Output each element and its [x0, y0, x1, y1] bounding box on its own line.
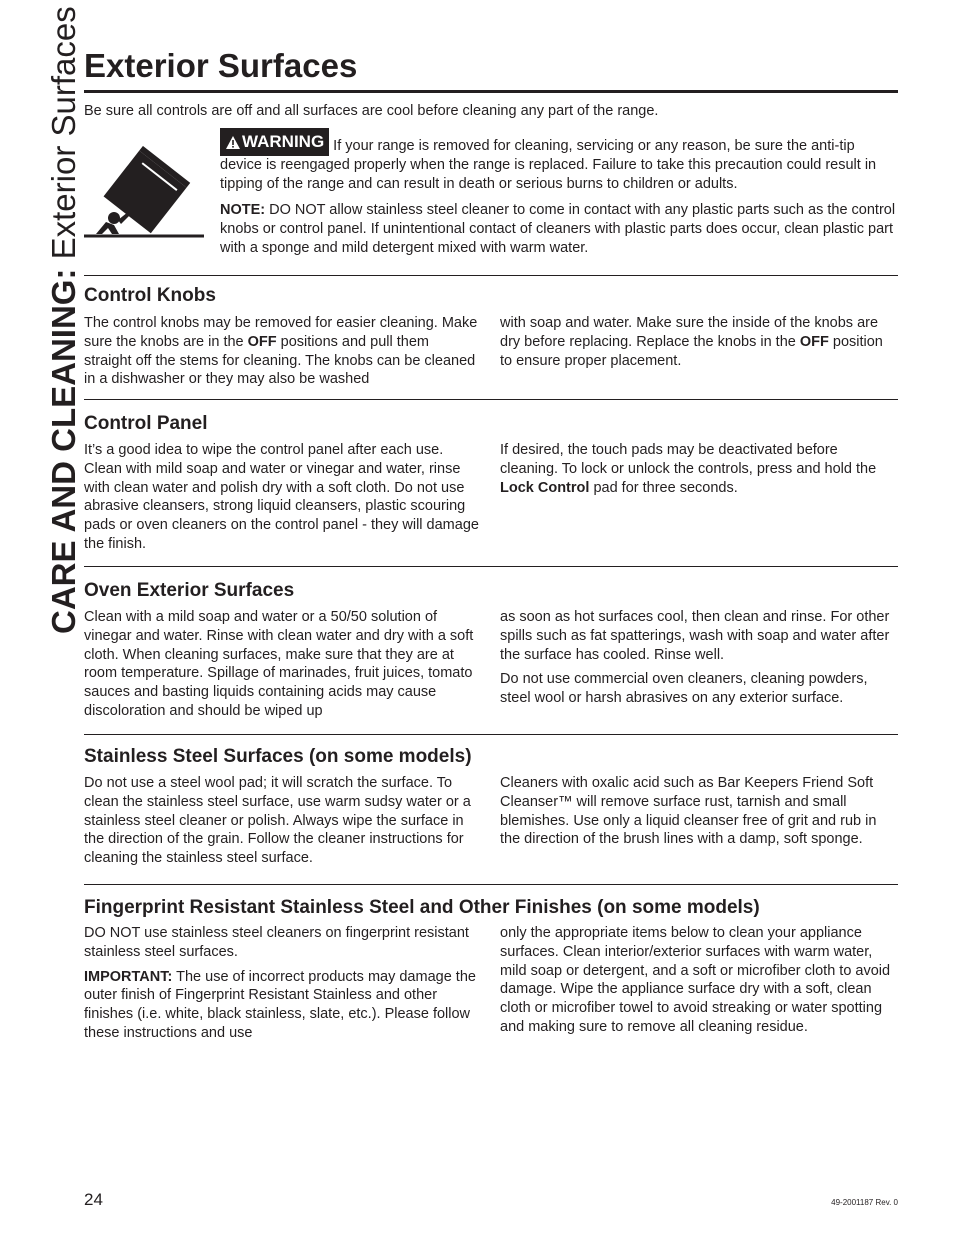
section-divider — [84, 734, 898, 735]
section-heading: Control Knobs — [84, 285, 216, 306]
section-right-column: Cleaners with oxalic acid such as Bar Keepers Friend Soft Cleanser™ will remove surface rust, tarnish and small blemishes. Use only a liquid cleanser free of grit and rub in the direction of the brush lines with a damp, soft sponge. — [500, 775, 877, 848]
section-left-column: Do not use a steel wool pad; it will scratch the surface. To clean the stainless steel surface, use warm sudsy water or a stainless steel cleaner or polish. Always wipe the surface in the direction of the grain. Follow the cleaner instructions for cleaning the stainless steel surface. — [84, 775, 471, 867]
section-stainless-steel — [84, 745, 898, 867]
section-right-column: as soon as hot surfaces cool, then clean and rinse. For other spills such as fat spatterings, wash with soap and water after the surface has cooled. Rinse well. Do not use commercial oven cleaners, cleaning powders, steel wool or harsh abrasives on any exterior surface. — [500, 609, 890, 707]
side-tab-label: CARE AND CLEANING: Exterior Surfaces — [45, 6, 82, 634]
section-divider — [84, 275, 898, 276]
section-right-column: with soap and water. Make sure the inside of the knobs are dry before replacing. Replace the knobs in the OFF position to ensure proper placement. — [500, 315, 883, 369]
section-right-column: If desired, the touch pads may be deactivated before cleaning. To lock or unlock the controls, press and hold the Lock Control pad for three seconds. — [500, 442, 877, 496]
section-right-column: only the appropriate items below to clean your appliance surfaces. Clean interior/exterior surfaces with warm water, mild soap or detergent, and a soft or microfiber cloth to avoid damage. Wipe the appliance surface dry with a soft, clean cloth or microfiber towel to avoid streaking or water spotting and making sure to remove all cleaning residue. — [500, 925, 891, 1035]
page-title: Exterior Surfaces — [84, 47, 358, 84]
section-divider — [84, 884, 898, 885]
section-left-column: It’s a good idea to wipe the control panel after each use. Clean with mild soap and water or vinegar and water, rinse with clean water and polish dry with a soft cloth. Do not use abrasive cleansers, strong liquid cleansers, plastic scouring pads or oven cleaners on the control panel - they will damage the finish. — [84, 442, 479, 552]
section-heading: Fingerprint Resistant Stainless Steel and Other Finishes (on some models) — [84, 897, 760, 918]
section-control-knobs — [84, 284, 898, 388]
section-control-panel — [84, 412, 898, 552]
page-number: 24 — [84, 1190, 103, 1209]
section-heading: Control Panel — [84, 413, 208, 434]
section-oven-exterior — [84, 579, 898, 719]
section-left-column: The control knobs may be removed for easier cleaning. Make sure the knobs are in the OFF positions and pull them straight off the stems for cleaning. The knobs can be cleaned in a dishwasher or they may also be washed — [84, 315, 478, 388]
title-divider — [84, 90, 898, 93]
section-divider — [84, 399, 898, 400]
section-left-column: Clean with a mild soap and water or a 50/50 solution of vinegar and water. Rinse with clean water and dry with a soft cloth. When cleaning surfaces, make sure that they are at room temperature. Spillage of marinades, fruit juices, tomato sauces and basting liquids containing acids may cause discoloration and should be wiped up — [84, 609, 474, 719]
section-heading: Oven Exterior Surfaces — [84, 580, 295, 601]
warning-note: NOTE: DO NOT allow stainless steel cleaner to come in contact with any plastic parts such as the control knobs or control panel. If unintentional contact of cleaners with plastic parts does occur, clean plastic part with a sponge and mild detergent mixed with warm water. — [220, 202, 896, 256]
side-tab — [24, 6, 82, 654]
section-heading: Stainless Steel Surfaces (on some models) — [84, 746, 472, 767]
child-figure-icon — [96, 212, 130, 234]
warning-triangle-icon — [226, 136, 240, 149]
warning-text: If your range is removed for cleaning, servicing or any reason, be sure the anti-tip device is reengaged properly when the range is replaced. Failure to take this precaution could result in tipping of the range and can result in death or serious burns to children or adults. — [220, 138, 877, 192]
section-divider — [84, 566, 898, 567]
anti-tip-warning-illustration — [84, 146, 204, 240]
document-number: 49-2001187 Rev. 0 — [831, 1198, 898, 1207]
intro-text: Be sure all controls are off and all surfaces are cool before cleaning any part of the range. — [84, 103, 659, 119]
section-left-column: DO NOT use stainless steel cleaners on fingerprint resistant stainless steel surfaces. IMPORTANT: The use of incorrect products may damage the outer finish of Fingerprint Resistant Stainless and other finishes (i.e. white, black stainless, slate, etc.). Please follow these instructions and use — [84, 925, 476, 1041]
warning-block — [220, 128, 898, 258]
warning-badge: WARNING — [220, 128, 329, 156]
section-fingerprint-resistant — [84, 896, 898, 1041]
